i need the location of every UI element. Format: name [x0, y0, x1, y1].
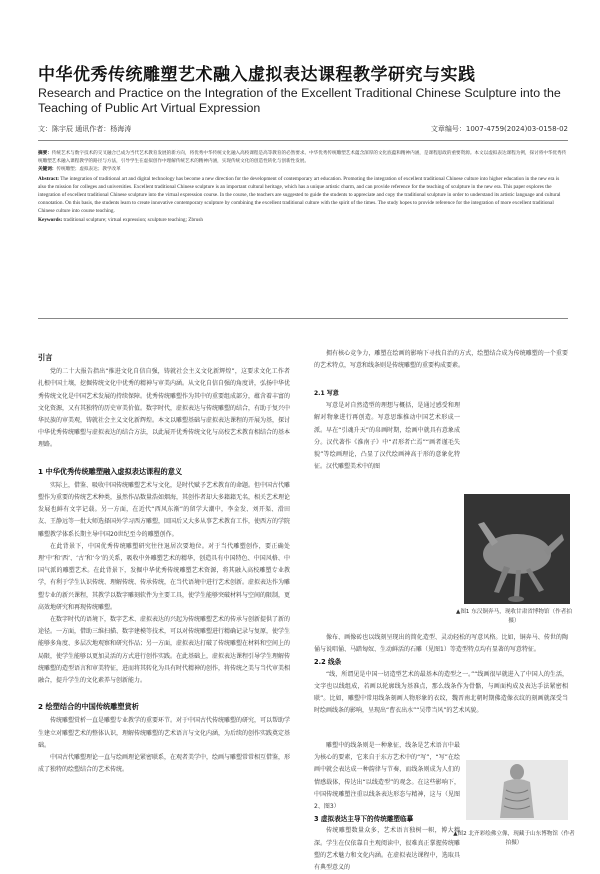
- right-column-middle: [314, 632, 568, 717]
- keywords-zh-text: 传统雕塑；虚拟表达；教学改革: [56, 167, 121, 173]
- authors: 文：陈宇辰 通讯作者：杨海涛: [38, 125, 132, 133]
- keywords-en: [38, 216, 568, 224]
- paper-title-en: Research and Practice on the Integration of the Excellent Traditional Chinese Sculpture into the Teaching of Public Art Virtual Expression: [38, 86, 561, 115]
- section-heading-intro: 引言: [38, 353, 53, 362]
- paragraph: 雕塑中的线条则是一种象征，线条是艺术语言中最为核心的要素，它来自于东方艺术中的“写”，“写”在绘画中就会表达成一种韵律与节奏，而线条则成为人们的情感载体，传达出“以线造型”的观念。在这些影响下，中国传统雕塑注重以线条表达形态与精神，这与（见图2、图3）: [314, 742, 460, 811]
- paragraph: 在数字时代的语境下，数字艺术、虚拟表达的兴起为传统雕塑艺术的传承与创新提供了新的途径。一方面，借助三维扫描、数字建模等技术，可以对传统雕塑进行精确记录与复原，使学生能够多角度、多层次地观察和研究作品；另一方面，虚拟表达打破了传统雕塑在材料和空间上的局限，使学生能够以更加灵活的方式进行创作实践。在此基础上，虚拟表达课程引导学生理解传统雕塑的造型语言和审美特征，进而将其转化为具有时代精神的创作，将传统之美与当代审美相融合，提升学生的文化素养与创新能力。: [38, 616, 291, 685]
- keywords-en-text: traditional sculpture; virtual expression; sculpture teaching; Zbrush: [63, 216, 203, 223]
- keywords-zh: [38, 166, 568, 174]
- paragraph: 传统雕塑赏析一直是雕塑专业教学的重要环节。对于中国古代传统雕塑的研究，可以帮助学生建立对雕塑艺术的整体认识，理解传统雕塑的艺术语言与文化内涵，为后续的创作实践奠定基础。: [38, 717, 291, 749]
- paragraph: 传统雕塑数量众多，艺术语言独树一帜，博大精深。学生在仅依靠自主观阅读中，很难真正掌握传统雕塑的艺术魅力和文化内涵。在虚拟表达课程中，选取具有典型意义的: [314, 827, 460, 872]
- swallow-base: [508, 596, 524, 602]
- paper-title-zh: 中华优秀传统雕塑艺术融入虚拟表达课程教学研究与实践: [38, 65, 476, 85]
- figure-1-caption: ▲图1 东汉铜奔马，现收甘肃省博物馆（作者拍摄）: [456, 609, 572, 624]
- section-heading-2-2: 2.2 线条: [314, 658, 342, 667]
- figure-2-image: [466, 760, 568, 820]
- figure-2-caption: ▲图2 北齐彩绘佛立像，现藏于山东博物馆（作者拍摄）: [453, 831, 575, 846]
- header-divider: [38, 140, 568, 141]
- right-column-narrow-1: [314, 388, 460, 473]
- paragraph: 实际上，借鉴、吸收中国传统雕塑艺术与文化，是时代赋予艺术教育的命题。但中国古代雕塑作为重要的传统艺术种类，虽然作品数量浩如烟海，其创作者却大多籍籍无名，相关艺术理论发展也鲜有文字记载。另一方面，在近代“西风东渐”的留学大潮中，李金发、刘开渠、滑田友、王静远等一批大师选择国外学习西方雕塑，回国后又大多从事艺术教育工作，使西方的学院雕塑教学体系长期主导中国20世纪至今的雕塑创作。: [38, 481, 291, 538]
- section-heading-1: 1 中华优秀传统雕塑融入虚拟表达课程的意义: [38, 466, 183, 476]
- abstract-en-label: Abstract:: [38, 175, 60, 182]
- abstract-zh: [38, 150, 568, 166]
- abstract-zh-text: 传统艺术与数字技术的交叉融合已成为当代艺术教育发展的新方向，将优秀中华传统文化融入高校课程是高等教育的必然要求。中华优秀传统雕塑艺术蕴含深厚的文化底蕴和精神内涵，是课程思政的重要资源。本文以虚拟表达课程为例，探讨将中华优秀传统雕塑艺术融入课程教学的路径与方法，引导学生在虚拟创作中理解传统艺术的精神内涵，实现传统文化的创造性转化与创新性发展。: [38, 151, 567, 165]
- left-column: [38, 348, 290, 777]
- article-id: 文章编号：1007-4759(2024)03-0158-02: [430, 125, 568, 133]
- abstract-block: [38, 150, 568, 224]
- right-column-top: [314, 348, 568, 372]
- section-heading-2: 2 绘塑结合的中国传统雕塑赏析: [38, 702, 139, 712]
- paragraph: 像布、画像砖也以线刻呈现出的简化造型、灵动轻松的写意风格。比如，铜奔马、传世的陶俑与说唱俑、马踏匈奴、生动鲜活的石雕（见图1）等造型特点均有显著的写意特征。: [314, 634, 568, 654]
- paragraph: “线，所谓见是中国一切造型艺术的最基本的造型之一。”“线画很早就进入了中国人的生活，文字也以线组成，若画以轮廓线为基准点，那么线条作为骨骼，与画面构成及表达手法紧密相联”。比如，雕塑中常用线条刻画人物形象的衣纹，魏晋南北朝时期佛造像衣纹的刻画就深受当时绘画线条的影响，呈现出“曹衣出水”“吴带当风”的艺术风貌。: [314, 670, 568, 715]
- section-heading-3: 3 虚拟表达主导下的传统雕塑临摹: [314, 815, 414, 824]
- right-column-narrow-2: [314, 740, 460, 874]
- author-line: [38, 124, 568, 136]
- statue-head: [510, 764, 524, 780]
- paragraph: 写意是对自然造型的理想与概括，是通过感受和理解对物象进行再创造。写意思维推动中国艺术形成一派。早在“引魂升天”的帛画时期，绘画中就具有意象成分。汉代著作《淮南子》中“君形者亡焉”“画者谨毛失貌”等绘画理论，凸显了汉代绘画神高于形的意象化特征。汉代雕塑美术中的图: [314, 402, 460, 471]
- keywords-zh-label: 关键词：: [38, 167, 57, 173]
- section-heading-2-1: 2.1 写意: [314, 390, 339, 397]
- keywords-en-label: Keywords:: [38, 216, 63, 223]
- abstract-zh-label: 摘要：: [38, 151, 52, 156]
- paragraph: 中国古代雕塑理论一直与绘画理论紧密联系，在观者美学中，绘画与雕塑常常相互借鉴，形成了独特的绘塑结合的艺术传统。: [38, 754, 291, 774]
- paragraph: 在此背景下，中国优秀传统雕塑研究往往退居次要地位。对于当代雕塑创作，要正确处理‘中’和‘西’、‘古’和‘今’的关系，吸收中外雕塑艺术的精华，创造具有中国特色、中国风格、中国气派的雕塑艺术。在此背景下，发掘中华优秀传统雕塑艺术资源，将其融入高校雕塑专业教学，有利于学生认识传统、理解传统、传承传统，在当代语境中进行艺术创新。虚拟表达作为雕塑专业的新兴课程，其教学以数字雕刻软件为主要工具，使学生能够突破材料与空间的限制，更高效地研究和再现传统雕塑。: [38, 542, 291, 611]
- figure-1-image: [464, 494, 570, 604]
- abstract-divider: [38, 318, 568, 319]
- abstract-en-text: The integration of traditional art and digital technology has become a new direction for the development of contemporary art education. Promoting the integration of excellent traditional Chinese culture into higher education in the new era is also the mission for colleges and universities. Excellent traditional Chinese sculpture is an important cultural heritage, which has a unique artistic charm, and can provide reference for the teaching of sculpture in the new era. This paper explores the integration of excellent traditional Chinese sculpture into the virtual expression course. In the course, the teachers are suggested to guide the students to appreciate and copy the traditional sculpture in order to understand its artistic language and cultural connotation. On this basis, the students learn to create innovative contemporary sculpture by combining the excellent traditional culture with the spirit of the times. The study hopes to provide reference for the integration of more excellent traditional Chinese culture into course teaching.: [38, 175, 561, 215]
- paragraph: 党的二十大报告指出“推进文化自信自强，铸就社会主义文化新辉煌”，这要求文化工作者扎根中国土壤，挖掘传统文化中优秀的精神与审美内涵。从文化自信自强的角度讲，弘扬中华优秀传统文化是中国艺术发展的持续保障。优秀传统雕塑作为其中的重要组成部分，蕴含着丰富的文化资源，又有其独特的历史审美价值。数字时代，虚拟表达与传统雕塑的结合，有助于复兴中华民族的审美观，铸就社会主义文化新辉煌。本文以雕塑基础与虚拟表达课程的开展为基，探讨中华优秀传统雕塑与虚拟表达的结合方法，以此展开优秀传统文化与高校艺术教育相结合的基本理路。: [38, 368, 291, 449]
- paragraph: 拥有核心竞争力，雕塑在绘画的影响下寻找自治的方式，绘塑结合成为传统雕塑的一个重要的艺术特点，写意和线条则是传统雕塑的重要构成要素。: [314, 350, 568, 370]
- abstract-en: [38, 175, 568, 216]
